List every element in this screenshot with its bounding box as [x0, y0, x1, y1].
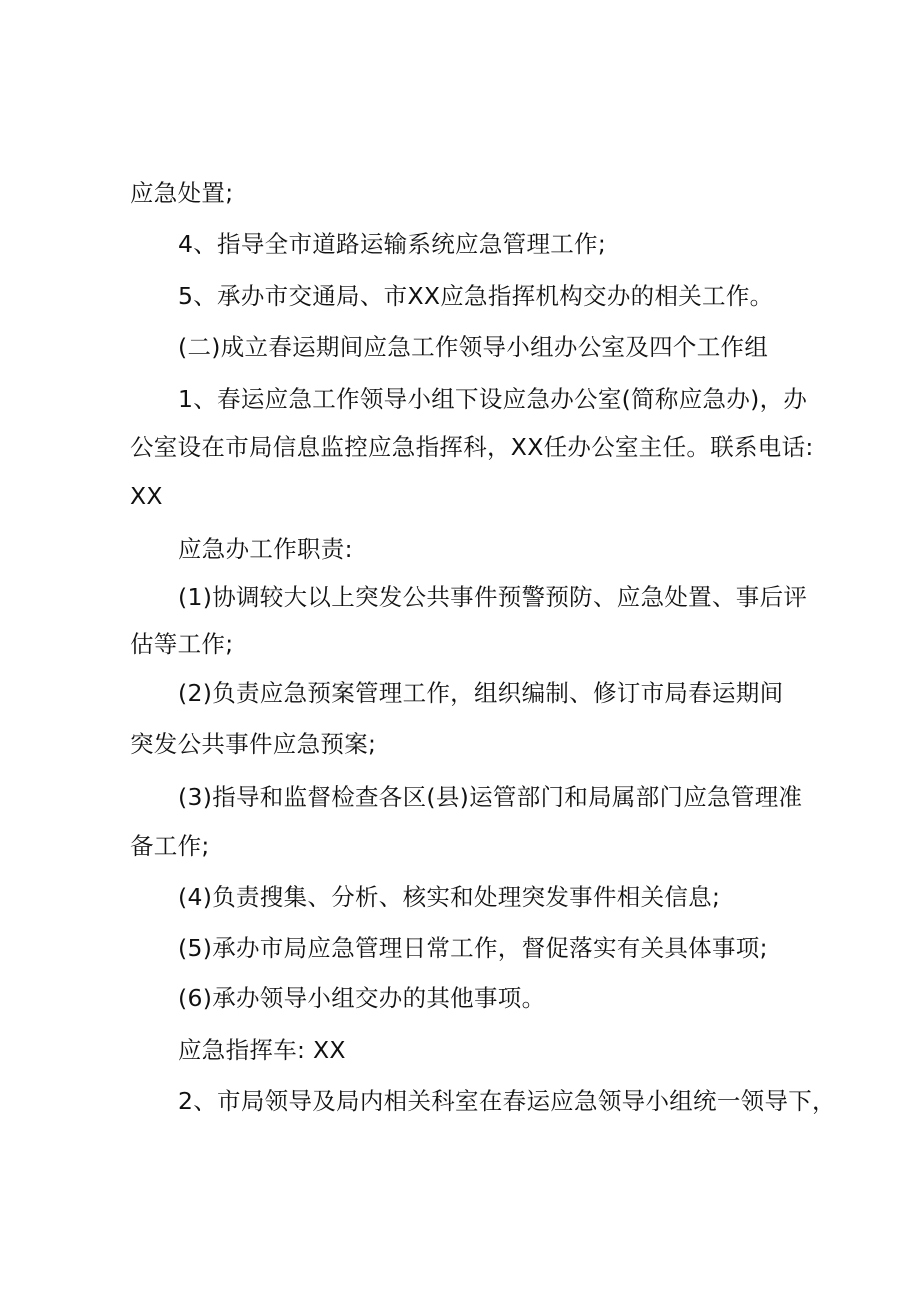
text-line: 应急指挥车: XX	[178, 1036, 346, 1064]
list-item: (6)承办领导小组交办的其他事项。	[178, 984, 546, 1012]
text-line: 5、承办市交通局、市XX应急指挥机构交办的相关工作。	[178, 282, 774, 310]
text-line: 估等工作;	[130, 630, 234, 658]
list-item: (5)承办市局应急管理日常工作，督促落实有关具体事项;	[178, 934, 768, 962]
text-line: 备工作;	[130, 832, 210, 860]
text-line: 2、市局领导及局内相关科室在春运应急领导小组统一领导下，	[178, 1087, 836, 1115]
section-heading: (二)成立春运期间应急工作领导小组办公室及四个工作组	[178, 333, 769, 361]
text-line: 应急处置;	[130, 179, 234, 207]
text-line: 1、春运应急工作领导小组下设应急办公室(简称应急办)，办	[178, 385, 808, 413]
list-item: (2)负责应急预案管理工作，组织编制、修订市局春运期间	[178, 679, 784, 707]
text-line: XX	[130, 482, 163, 510]
list-item: (4)负责搜集、分析、核实和处理突发事件相关信息;	[178, 883, 721, 911]
text-line: 公室设在市局信息监控应急指挥科，XX任办公室主任。联系电话:	[130, 433, 814, 461]
text-line: 4、指导全市道路运输系统应急管理工作;	[178, 230, 607, 258]
text-line: 应急办工作职责:	[178, 535, 353, 563]
list-item: (1)协调较大以上突发公共事件预警预防、应急处置、事后评	[178, 583, 808, 611]
text-line: 突发公共事件应急预案;	[130, 730, 377, 758]
list-item: (3)指导和监督检查各区(县)运管部门和局属部门应急管理准	[178, 783, 803, 811]
